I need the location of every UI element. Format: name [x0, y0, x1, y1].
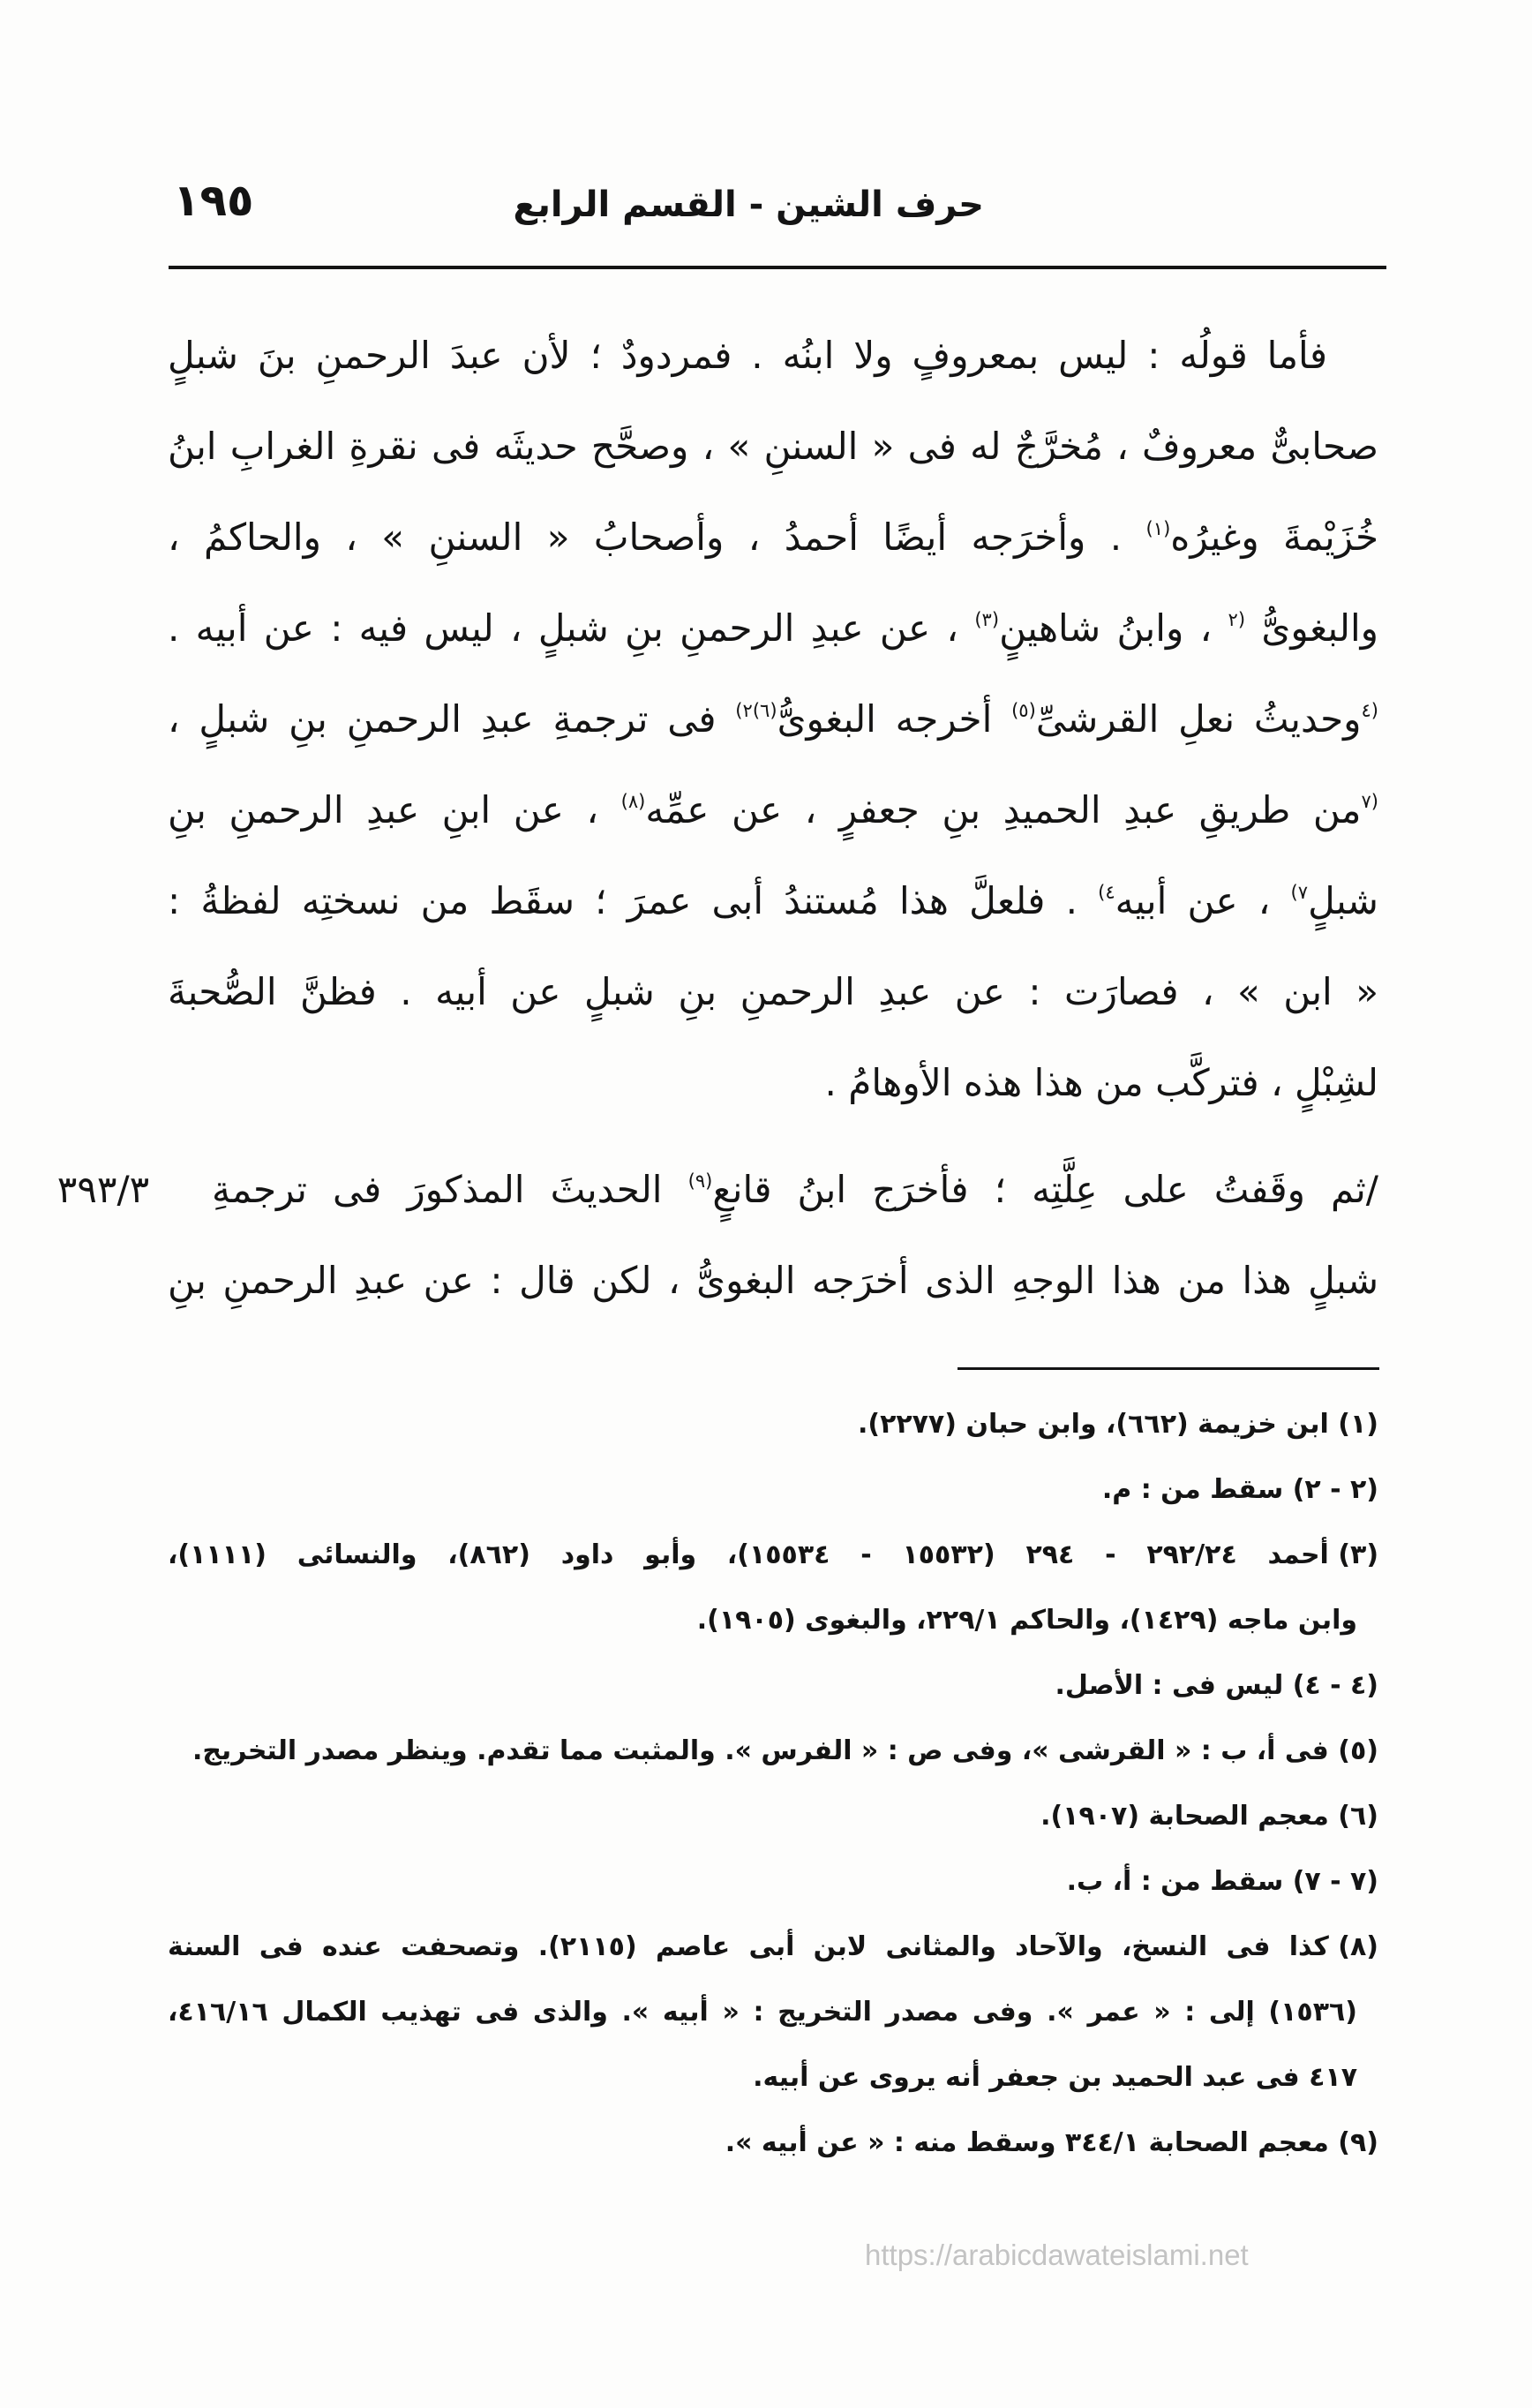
- body-line: [168, 583, 1378, 673]
- footnote-label: (٨): [1338, 1931, 1378, 1962]
- body-line: [168, 310, 1378, 401]
- footnote-text: كذا فى النسخ، والآحاد والمثانى لابن أبى عاصم (٢١١٥). وتصحفت عنده فى السنة: [168, 1931, 1329, 1962]
- footnote-label: (٣): [1338, 1539, 1379, 1570]
- body-line-text: [168, 788, 1378, 832]
- body-text-segment: ، عن أبيه: [1115, 879, 1291, 922]
- footnote-text: معجم الصحابة (١٩٠٧).: [1040, 1801, 1329, 1832]
- body-text-segment: وحديثُ نعلِ القرشىِّ: [1035, 697, 1362, 741]
- body-line-text: [168, 606, 1378, 650]
- body-line: [168, 1037, 1378, 1128]
- body-text-segment: صحابىٌّ معروفٌ ، مُخرَّجٌ له فى « السننِ » ، وصحَّح حديثَه فى نقرةِ الغرابِ ابنُ: [168, 425, 1378, 468]
- body-paragraph: [168, 310, 1378, 1128]
- body-line-text: [168, 970, 1378, 1013]
- footnote-line-content: [168, 1931, 1378, 1962]
- body-text-segment: فأما قولُه : ليس بمعروفٍ ولا ابنُه . فمردودٌ ؛ لأن عبدَ الرحمنِ بنَ شبلٍ: [168, 334, 1327, 377]
- body-text-segment: من طريقِ عبدِ الحميدِ بنِ جعفرٍ ، عن عمِّه: [645, 788, 1362, 832]
- footnote-text: سقط من : م.: [1101, 1474, 1284, 1505]
- margin-note: ٣٩٣/٣: [56, 1168, 150, 1211]
- body-line: [168, 673, 1378, 764]
- body-line-text: [168, 1259, 1378, 1302]
- footnote-text: معجم الصحابة ٣٤٤/١ وسقط منه : « عن أبيه ».: [725, 2127, 1329, 2158]
- footnote-marker: (١): [1145, 517, 1171, 540]
- body-text-segment: فى ترجمةِ عبدِ الرحمنِ بنِ شبلٍ ،: [168, 697, 736, 741]
- footnote-line-content: [192, 1735, 1378, 1766]
- footnote-marker: (٧: [1361, 790, 1378, 813]
- footnote-marker: (٨): [620, 790, 646, 813]
- body-text-segment: ، عن ابنِ عبدِ الرحمنِ بنِ: [168, 788, 621, 832]
- body-text-segment: لشِبْلٍ ، فتركَّب من هذا هذه الأوهامُ .: [824, 1061, 1378, 1104]
- footnote-label: (١): [1338, 1409, 1378, 1440]
- footnote-line-content: [753, 2062, 1357, 2093]
- footnote-marker: (٤: [1361, 699, 1378, 722]
- page-number: ١٩٥: [173, 175, 254, 226]
- footnotes: [168, 1392, 1378, 2176]
- footnote-line-content: [1040, 1801, 1378, 1832]
- body-text-segment: « ابن » ، فصارَت : عن عبدِ الرحمنِ بنِ شبلٍ عن أبيه . فظنَّ الصُّحبةَ: [168, 970, 1378, 1013]
- footnote-line-content: [1102, 1474, 1378, 1505]
- footnote: [168, 1719, 1378, 1784]
- footnote-marker: (٣): [974, 608, 1000, 631]
- body-text-segment: . فلعلَّ هذا مُستندُ أبى عمرَ ؛ سقَط من نسختِه لفظةُ :: [168, 879, 1099, 922]
- footnote-text: (١٥٣٦) إلى : « عمر ». وفى مصدر التخريج : « أبيه ». والذى فى تهذيب الكمال ٤١٦/١٦،: [168, 1997, 1357, 2028]
- footnote-label: (٤ - ٤): [1292, 1670, 1378, 1701]
- footnote-text: فى أ، ب : « القرشى »، وفى ص : « الفرس ». والمثبت مما تقدم. وينظر مصدر التخريج.: [192, 1735, 1329, 1766]
- body-line: [168, 401, 1378, 492]
- footnote-label: (٧ - ٧): [1292, 1866, 1378, 1897]
- footnote-line: [168, 1719, 1378, 1784]
- body-line: [168, 1235, 1378, 1326]
- footnote-marker: ٤): [1098, 881, 1115, 904]
- footnote: [168, 1523, 1378, 1653]
- footnote-line: [168, 2111, 1378, 2176]
- body-line-text: [168, 334, 1327, 377]
- footnote-text: سقط من : أ، ب.: [1066, 1866, 1284, 1897]
- body-line: [168, 855, 1378, 946]
- body-line-text: [168, 697, 1378, 741]
- watermark-url: https://arabicdawateislami.net: [865, 2239, 1249, 2271]
- footnote-line: [168, 1392, 1378, 1457]
- body-text-segment: ، وابنُ شاهينٍ: [999, 606, 1228, 650]
- body-text-segment: والبغوىُّ: [1245, 606, 1378, 650]
- body-line-text: [168, 879, 1378, 922]
- footnote: [168, 1784, 1378, 1849]
- footnote-line-content: [725, 2127, 1378, 2158]
- footnote-line: [168, 1915, 1378, 1980]
- body-paragraph: [56, 1144, 1378, 1326]
- footnote-line: [168, 1457, 1378, 1523]
- footnote-label: (٦): [1338, 1801, 1378, 1832]
- body-text-segment: شبلٍ: [1308, 879, 1378, 922]
- body-line: [168, 764, 1378, 855]
- body-line: [168, 1144, 1378, 1235]
- footnote-label: (٩): [1338, 2127, 1378, 2158]
- body-text-segment: /ثم وقَفتُ على عِلَّتِه ؛ فأخرَج ابنُ قانعٍ: [712, 1168, 1378, 1211]
- body-text-segment: شبلٍ هذا من هذا الوجهِ الذى أخرَجه البغوىُّ ، لكن قال : عن عبدِ الرحمنِ بنِ: [168, 1259, 1378, 1302]
- footnote-line: [168, 2045, 1378, 2111]
- footnote: [168, 1849, 1378, 1915]
- body-line-text: [168, 515, 1378, 559]
- footnote-label: (٢ - ٢): [1292, 1474, 1378, 1505]
- body-text-segment: ، عن عبدِ الرحمنِ بنِ شبلٍ ، ليس فيه : عن أبيه .: [168, 606, 975, 650]
- footnote-text: ليس فى : الأصل.: [1055, 1670, 1284, 1701]
- footnote-line-content: [1055, 1670, 1378, 1701]
- footnote-line: [168, 1588, 1378, 1653]
- footnote-text: وابن ماجه (١٤٢٩)، والحاكم ٢٢٩/١، والبغوى (١٩٠٥).: [696, 1605, 1357, 1636]
- footnote-separator: [958, 1367, 1379, 1370]
- footnote-marker: ٧): [1290, 881, 1309, 904]
- footnote-marker: (٦)٢): [735, 699, 777, 722]
- footnote-line: [168, 1653, 1378, 1719]
- footnote-text: ابن خزيمة (٦٦٢)، وابن حبان (٢٢٧٧).: [857, 1409, 1329, 1440]
- body-line-text: [168, 425, 1378, 468]
- header-rule: [169, 266, 1386, 269]
- body-line: [168, 946, 1378, 1037]
- footnote-text: ٤١٧ فى عبد الحميد بن جعفر أنه يروى عن أبيه.: [753, 2062, 1357, 2093]
- footnote: [168, 1392, 1378, 1457]
- footnote-line-content: [168, 1539, 1378, 1570]
- body-text-segment: . وأخرَجه أيضًا أحمدُ ، وأصحابُ « السننِ » ، والحاكمُ ،: [168, 515, 1146, 559]
- footnote-marker: (٩): [687, 1170, 713, 1193]
- footnote: [168, 1653, 1378, 1719]
- footnote-label: (٥): [1338, 1735, 1378, 1766]
- footnote-marker: (٥): [1011, 699, 1036, 722]
- footnote-line: [168, 1980, 1378, 2045]
- body-line-text: [824, 1061, 1378, 1104]
- footnote: [168, 2111, 1378, 2176]
- footnote-text: أحمد ٢٩٢/٢٤ - ٢٩٤ (١٥٥٣٢ - ١٥٥٣٤)، وأبو داود (٨٦٢)، والنسائى (١١١١)،: [168, 1539, 1329, 1570]
- footnote-marker: (٢: [1228, 608, 1246, 631]
- footnote-line-content: [168, 1997, 1357, 2028]
- body-text: [56, 310, 1378, 1326]
- running-title: حرف الشين - القسم الرابع: [513, 184, 984, 225]
- body-text-segment: الحديثَ المذكورَ فى ترجمةِ: [212, 1168, 688, 1211]
- footnote: [168, 1457, 1378, 1523]
- footnote-line-content: [1067, 1866, 1378, 1897]
- body-line-text: [212, 1168, 1378, 1211]
- footnote-line: [168, 1523, 1378, 1588]
- body-line: [168, 492, 1378, 583]
- footnote-line: [168, 1849, 1378, 1915]
- body-text-segment: خُزَيْمةَ وغيرُه: [1170, 515, 1378, 559]
- footnote-line-content: [697, 1605, 1357, 1636]
- footnote-line-content: [858, 1409, 1378, 1440]
- footnote: [168, 1915, 1378, 2111]
- body-text-segment: أخرجه البغوىُّ: [777, 697, 1012, 741]
- footnote-line: [168, 1784, 1378, 1849]
